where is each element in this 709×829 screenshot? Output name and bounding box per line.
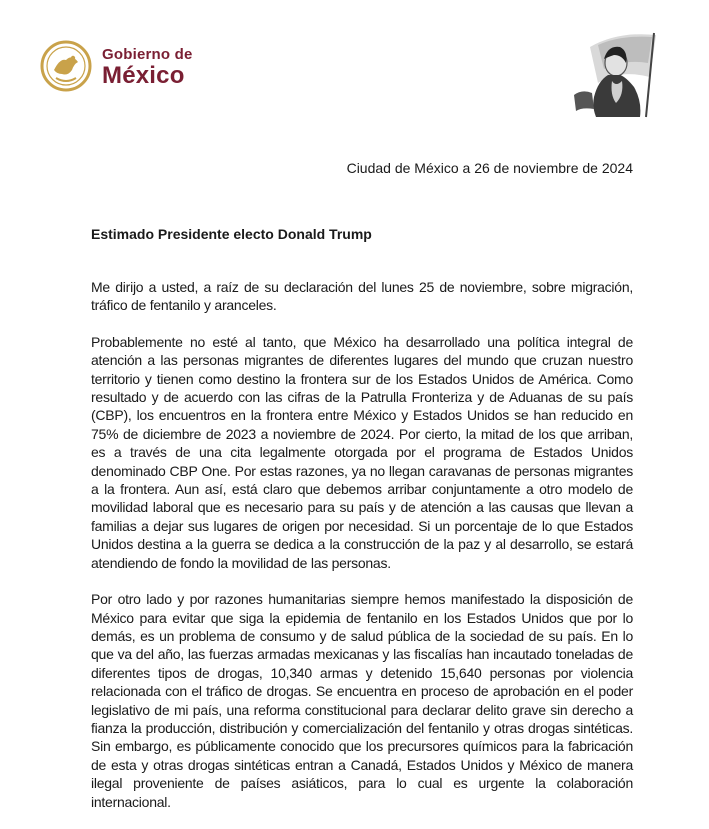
letter-salutation: Estimado Presidente electo Donald Trump [91,226,372,242]
brand-line1: Gobierno de [102,46,193,63]
letter-date: Ciudad de México a 26 de noviembre de 2024 [346,160,633,176]
letter-body [91,278,633,829]
letterhead [0,0,709,130]
paragraph: Por otro lado y por razones humanitarias siempre hemos manifestado la disposición de México para evitar que siga la epidemia de fentanilo en los Estados Unidos que por lo demás, es un problema de consumo y de salud pública de la sociedad de su país. En lo que va del año, las fuerzas armadas mexicanas y las fiscalías han incautado toneladas de diferentes tipos de drogas, 10,340 armas y detenido 15,640 personas por violencia relacionada con el tráfico de drogas. Se encuentra en proceso de aprobación en el poder legislativo de mi país, una reforma constitucional para declarar delito grave sin derecho a fianza la producción, distribución y comercialización del fentanilo y otras drogas sintéticas. Sin embargo, es públicamente conocido que los precursores químicos para la fabricación de esta y otras drogas sintéticas entran a Canadá, Estados Unidos y México de manera ilegal proveniente de países asiáticos, para lo cual es urgente la colaboración internacional. [91,591,633,810]
brand-line2: México [102,62,185,89]
government-logo [102,47,193,88]
flag-woman-emblem-icon [568,25,664,121]
paragraph: Probablemente no esté al tanto, que México ha desarrollado una política integral de atención a las personas migrantes de diferentes lugares del mundo que cruzan nuestro territorio y tienen como destino la frontera sur de los Estados Unidos de América. Como resultado y de acuerdo con las cifras de la Patrulla Fronteriza y de Aduanas de su país (CBP), los encuentros en la frontera entre México y Estados Unidos se han reducido en 75% de diciembre de 2023 a noviembre de 2024. Por cierto, la mitad de los que arriban, es a través de una cita legalmente otorgada por el programa de Estados Unidos denominado CBP One. Por estas razones, ya no llegan caravanas de personas migrantes a la frontera. Aun así, está claro que debemos arribar conjuntamente a otro modelo de movilidad laboral que es necesario para su país y de atención a las causas que llevan a familias a dejar sus lugares de origen por necesidad. Si un porcentaje de lo que Estados Unidos destina a la guerra se dedica a la construcción de la paz y al desarrollo, se estará atendiendo de fondo la movilidad de las personas. [91,333,633,571]
national-seal-icon [40,40,92,92]
paragraph: Me dirijo a usted, a raíz de su declaración del lunes 25 de noviembre, sobre migración, tráfico de fentanilo y aranceles. [91,279,633,314]
